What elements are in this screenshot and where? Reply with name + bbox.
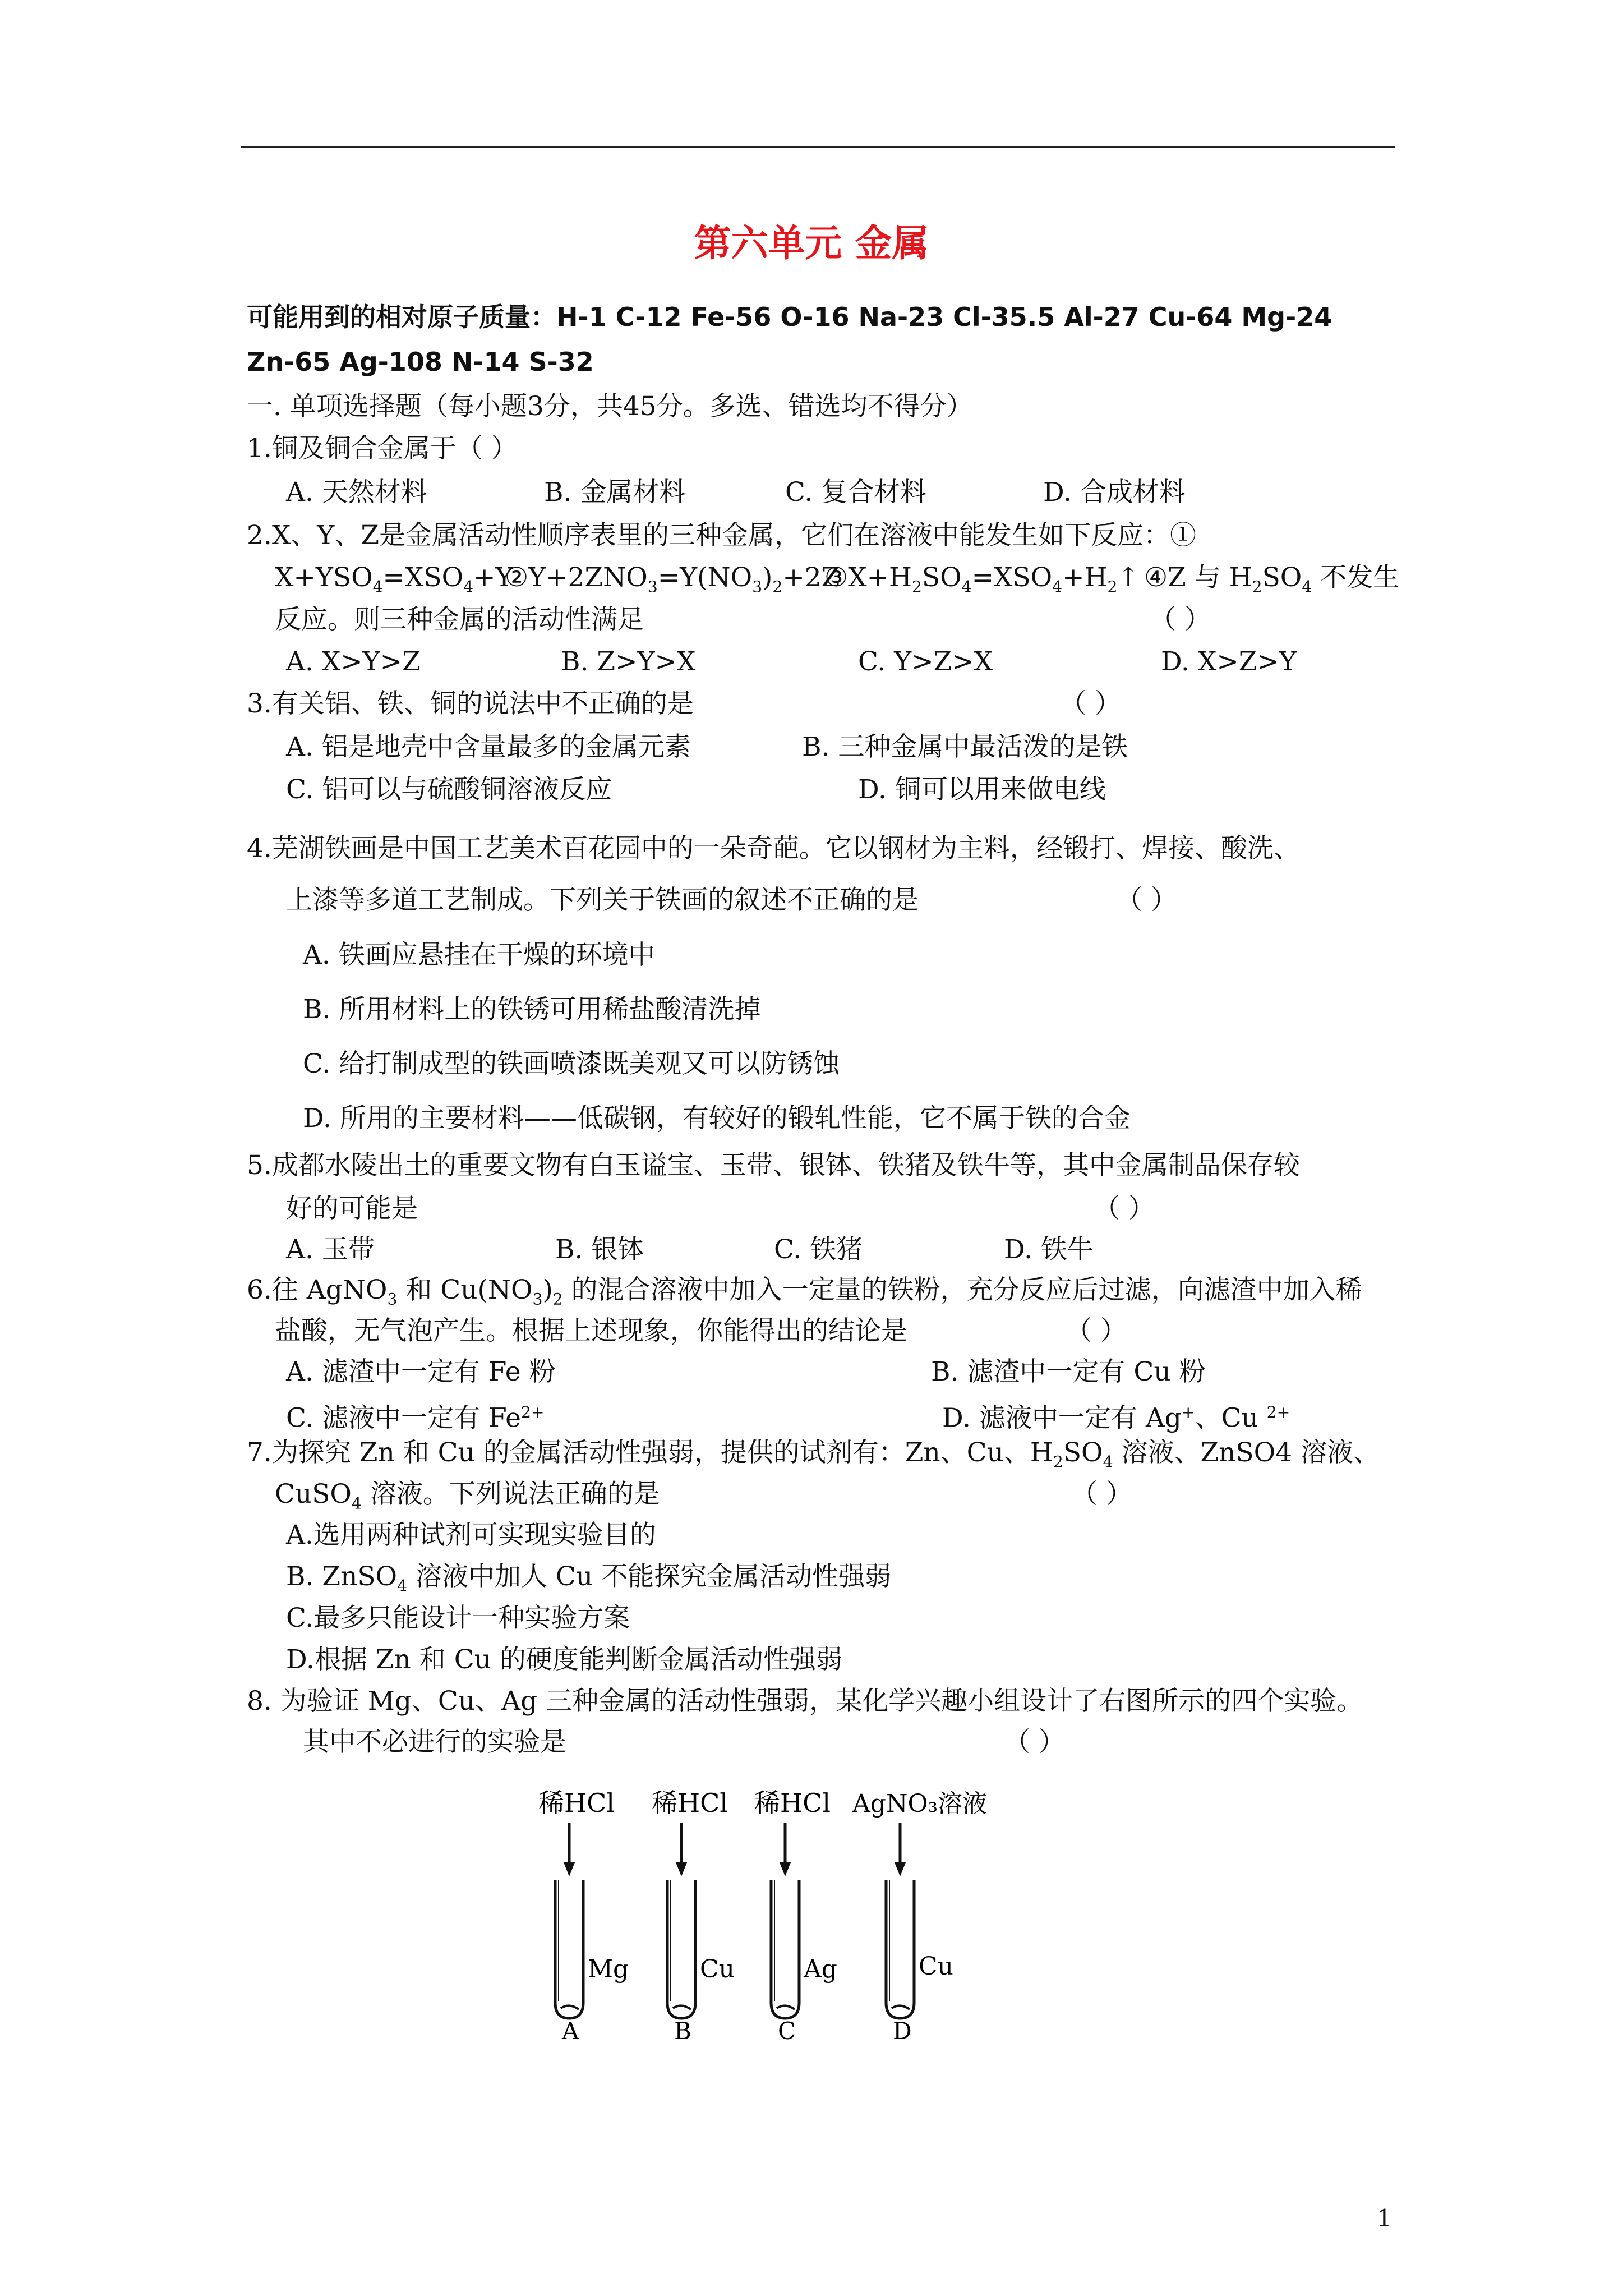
q5-option-a: A. 玉带 [286,1234,375,1265]
question-6-stem-1: 6.往 AgNO$_3$ 和 $Cu(NO_3)_2$ 的混合溶液中加入一定量的铁粉，充分反应后过滤，向滤渣中加入稀 [247,1274,1362,1309]
test-tube-figure [527,1784,1032,2042]
atomic-masses-line1: 可能用到的相对原子质量：H-1 C-12 Fe-56 O-16 Na-23 Cl-35.5 Al-27 Cu-64 Mg-24 [247,302,1332,332]
q1-option-b: B. 金属材料 [544,477,686,508]
section-heading: 一. 单项选择题（每小题3分，共45分。多选、错选均不得分） [247,391,973,422]
q7-option-b: B. ZnSO$_4$ 溶液中加人 Cu 不能探究金属活动性强弱 [286,1561,892,1595]
page-number: 1 [1377,2205,1392,2232]
tube-letter-c: C [778,2017,796,2042]
reagent-label-b: 稀HCl [652,1788,728,1818]
q5-answer-paren: （ ） [1094,1193,1155,1224]
question-5-stem-2: 好的可能是 [286,1193,418,1224]
q4-option-d: D. 所用的主要材料——低碳钢，有较好的锻轧性能，它不属于铁的合金 [303,1103,1131,1134]
tube-letter-b: B [674,2017,691,2042]
tube-b [652,1788,735,2042]
q2-line3: 反应。则三种金属的活动性满足 [275,604,644,635]
q1-option-c: C. 复合材料 [785,477,927,508]
q6-answer-paren: （ ） [1066,1315,1127,1346]
q2-reaction-4: ④Z 与 $H_2SO_4$ 不发生 [1144,562,1400,596]
question-3-stem: 3.有关铝、铁、铜的说法中不正确的是 [247,688,694,719]
q3-option-d: D. 铜可以用来做电线 [858,774,1106,805]
q6-option-c: C. 滤液中一定有 $Fe^{2+}$ [286,1402,545,1434]
question-6-stem-2: 盐酸，无气泡产生。根据上述现象，你能得出的结论是 [275,1315,907,1346]
question-8-stem-2: 其中不必进行的实验是 [303,1727,566,1757]
q6-option-d: D. 滤液中一定有 Ag+、Cu $^{2+}$ [942,1402,1290,1434]
tube-letter-d: D [893,2017,912,2042]
q4-option-c: C. 给打制成型的铁画喷漆既美观又可以防锈蚀 [303,1048,840,1079]
question-1-stem: 1.铜及铜合金属于（ ） [247,433,518,464]
q8-answer-paren: （ ） [1004,1727,1065,1757]
question-4-stem-1: 4.芜湖铁画是中国工艺美术百花园中的一朵奇葩。它以钢材为主料，经锻打、焊接、酸洗、 [247,833,1300,864]
question-5-stem-1: 5.成都水陵出土的重要文物有白玉谥宝、玉带、银钵、铁猪及铁牛等，其中金属制品保存较 [247,1150,1300,1181]
question-2-stem: 2.X、Y、Z是金属活动性顺序表里的三种金属，它们在溶液中能发生如下反应：① [247,520,1196,551]
q5-option-b: B. 银钵 [555,1234,644,1265]
q2-answer-paren: （ ） [1150,604,1211,635]
reagent-label-a: 稀HCl [538,1788,615,1818]
q2-option-c: C. Y>Z>X [858,646,993,677]
q6-option-b: B. 滤渣中一定有 Cu 粉 [931,1356,1206,1387]
q7-option-d: D.根据 Zn 和 Cu 的硬度能判断金属活动性强弱 [286,1644,842,1675]
q6-option-a: A. 滤渣中一定有 Fe 粉 [286,1356,556,1387]
q2-option-b: B. Z>Y>X [561,646,696,677]
q4-answer-paren: （ ） [1116,885,1177,915]
page-title: 第六单元 金属 [694,222,929,265]
q7-option-a: A.选用两种试剂可实现实验目的 [286,1520,656,1550]
question-8-stem-1: 8. 为验证 Mg、Cu、Ag 三种金属的活动性强弱，某化学兴趣小组设计了右图所示的四个实验。 [247,1686,1363,1717]
metal-label-b: Cu [700,1955,735,1984]
q7-option-c: C.最多只能设计一种实验方案 [286,1603,630,1634]
q2-option-d: D. X>Z>Y [1161,646,1297,677]
q2-reaction-2: $②Y+2ZNO_3=Y(NO_3)_2+2Z$ [505,562,840,596]
tube-c [754,1788,837,2042]
q4-option-a: A. 铁画应悬挂在干燥的环境中 [303,940,655,970]
atomic-masses-line2: Zn-65 Ag-108 N-14 S-32 [247,347,594,377]
question-7-stem-1: 7.为探究 Zn 和 Cu 的金属活动性强弱，提供的试剂有：Zn、Cu、$H_2SO_4$ 溶液、ZnSO4 溶液、 [247,1437,1380,1471]
q3-answer-paren: （ ） [1060,688,1121,719]
header-rule [241,146,1395,148]
question-4-stem-2: 上漆等多道工艺制成。下列关于铁画的叙述不正确的是 [286,885,919,915]
q3-option-b: B. 三种金属中最活泼的是铁 [802,731,1128,762]
q1-option-a: A. 天然材料 [286,477,427,508]
reagent-label-d: AgNO₃溶液 [852,1789,988,1818]
metal-label-c: Ag [804,1955,837,1984]
q3-option-c: C. 铝可以与硫酸铜溶液反应 [286,774,612,805]
q3-option-a: A. 铝是地壳中含量最多的金属元素 [286,731,691,762]
q5-option-d: D. 铁牛 [1004,1234,1094,1265]
q5-option-c: C. 铁猪 [774,1234,863,1265]
q1-option-d: D. 合成材料 [1043,477,1186,508]
tube-d [852,1789,987,2042]
q2-reaction-3: $③X+H_2SO_4=XSO_4+H_2↑$ [824,562,1140,596]
metal-label-d: Cu [919,1952,954,1981]
q2-reactions: $X+YSO_4=XSO_4+Y$ [275,562,513,596]
q7-answer-paren: （ ） [1071,1479,1132,1510]
tube-a [538,1788,629,2042]
q4-option-b: B. 所用材料上的铁锈可用稀盐酸清洗掉 [303,994,761,1025]
reagent-label-c: 稀HCl [754,1788,831,1818]
metal-label-a: Mg [588,1955,629,1984]
question-7-stem-2: CuSO$_4$ 溶液。下列说法正确的是 [275,1479,660,1513]
q2-option-a: A. X>Y>Z [286,646,421,677]
tube-letter-a: A [562,2017,579,2042]
